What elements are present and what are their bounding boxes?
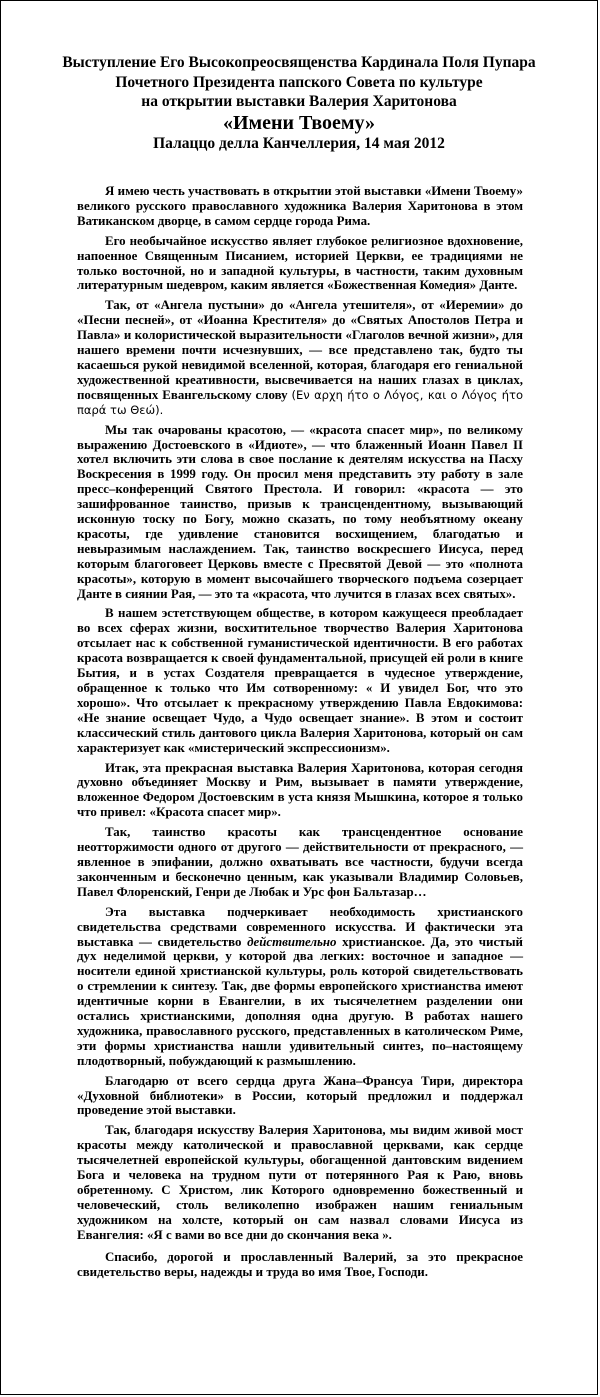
paragraph-11: Спасибо, дорогой и прославленный Валерий, за это прекрасное свидетельство веры, надежды и труда во имя Твое, Господи. <box>77 1249 523 1279</box>
document-header <box>1 53 597 153</box>
paragraph-8-part-a: Эта выставка подчеркивает необходимость христианского свидетельства средствами современного искусства. И фактически эта выставка — свидетельство <box>77 904 523 949</box>
paragraph-3-text: Так, от «Ангела пустыни» до «Ангела утешителя», от «Иеремии» до «Песни песней», от «Иоанна Крестителя» до «Святых Апостолов Петра и Павла» и колористической выразительности «Глаголов вечной жизни», для нашего времени почти исчезнувших, — все представлено так, будто ты касаешься рукой невидимой вселенной, которая, благодаря его гениальной художественной креативности, высвечивается на наших глазах в циклах, посвященных Евангельскому слову <box>77 298 523 402</box>
paragraph-2: Его необычайное искусство являет глубокое религиозное вдохновение, напоенное Священным Писанием, историей Церкви, ее традициями не только восточной, но и западной культуры, в частности, таким духовным литературным шедевром, каким является «Божественная Комедия» Данте. <box>77 233 523 293</box>
header-place-date: Палаццо делла Канчеллерия, 14 мая 2012 <box>153 134 445 152</box>
paragraph-3 <box>77 298 523 417</box>
paragraph-9: Благодарю от всего сердца друга Жана–Франсуа Тири, директора «Духовной библиотеки» в России, который предложил и поддержал проведение этой выставки. <box>77 1073 523 1118</box>
document-title: «Имени Твоему» <box>222 111 376 134</box>
document-body <box>77 184 523 1284</box>
paragraph-10: Так, благодаря искусству Валерия Харитонова, мы видим живой мост красоты между католической и православной церквами, как сердце тысячелетней европейской культуры, обогащенной дантовским видением Бога и человека на трудном пути от потерянного Рая к Раю, вновь обретенному. С Христом, лик Которого одновременно божественный и человеческий, столь великолепно изображен нашим гениальным художником на холсте, который он сам назвал словами Иисуса из Евангелия: «Я с вами во все дни до скончания века ». <box>77 1123 523 1242</box>
header-line-3: на открытии выставки Валерия Харитонова <box>141 93 457 110</box>
paragraph-5: В нашем эстетствующем обществе, в котором кажущееся преобладает во всех сферах жизни, восхитительное творчество Валерия Харитонова отсылает нас к собственной гуманистической идентичности. В его работах красота возвращается к своей фундаментальной, присущей ей роли в книге Бытия, и в устах Создателя превращается в чудесное утверждение, обращенное к только что Им сотворенному: « И увидел Бог, что это хорошо». Что отсылает к прекрасному утверждению Павла Евдокимова: «Не знание освещает Чудо, а Чудо освещает знание». В этом и состоит классический стиль дантового цикла Валерия Харитонова, который он сам характеризует как «мистерический экспрессионизм». <box>77 606 523 755</box>
paragraph-8 <box>77 905 523 1069</box>
paragraph-3-greek-quote: (Εν αρχη ήτο ο Λόγος, και ο Λόγος ήτο παρά τω Θεώ). <box>77 387 523 417</box>
header-line-1: Выступление Его Высокопреосвященства Кардинала Поля Пупара <box>62 54 536 71</box>
paragraph-1: Я имею честь участвовать в открытии этой выставки «Имени Твоему» великого русского православного художника Валерия Харитонова в этом Ватиканском дворце, в самом сердце города Рима. <box>77 184 523 228</box>
paragraph-6: Итак, эта прекрасная выставка Валерия Харитонова, которая сегодня духовно объединяет Москву и Рим, вызывает в памяти утверждение, вложенное Федором Достоевским в уста князя Мышкина, которое я только что привел: «Красота спасет мир». <box>77 760 523 820</box>
paragraph-4: Мы так очарованы красотою, — «красота спасет мир», по великому выражению Достоевского в «Идиоте», — что блаженный Иоанн Павел II хотел включить эти слова в свое послание к деятелям искусства на Пасху Воскресения в 1999 году. Он просил меня представить эту работу в зале пресс–конференций Святого Престола. И говорил: «красота — это зашифрованное таинство, призыв к трансцендентному, вызывающий исконную тоску по Богу, можно сказать, по тому необъятному океану красоты, где удивление становится восхищением, благодатью и невыразимым наслаждением. Так, таинство воскресшего Иисуса, перед которым благоговеет Церковь вместе с Пресвятой Девой — это «полнота красоты», которую в момент высочайшего творческого подъема созерцает Данте в сиянии Рая, — это та «красота, что лучится в глазах всех святых». <box>77 422 523 601</box>
paragraph-8-part-b: христианское. Да, это чистый дух неделимой церкви, у которой два легких: восточное и западное — носители единой христианской культуры, роль которой свидетельствовать о стремлении к синтезу. Так, две формы европейского христианства имеют идентичные корни в Евангелии, в их тысячелетнем разделении они остались христианскими, дополняя одна другую. В работах нашего художника, православного русского, представленных в католическом Риме, эти формы христианства нашли удивительный синтез, по–настоящему плодотворный, побуждающий к размышлению. <box>77 934 523 1068</box>
paragraph-8-italic: действительно <box>247 934 337 949</box>
paragraph-7: Так, таинство красоты как трансцендентное основание неотторжимости одного от другого — действительности от прекрасного, — явленное в эпифании, должно охватывать все частности, будучи всегда законченным и бесконечно ценным, как указывали Владимир Соловьев, Павел Флоренский, Генри де Любак и Урс фон Бальтазар… <box>77 825 523 899</box>
header-line-2: Почетного Президента папского Совета по культуре <box>115 73 483 91</box>
